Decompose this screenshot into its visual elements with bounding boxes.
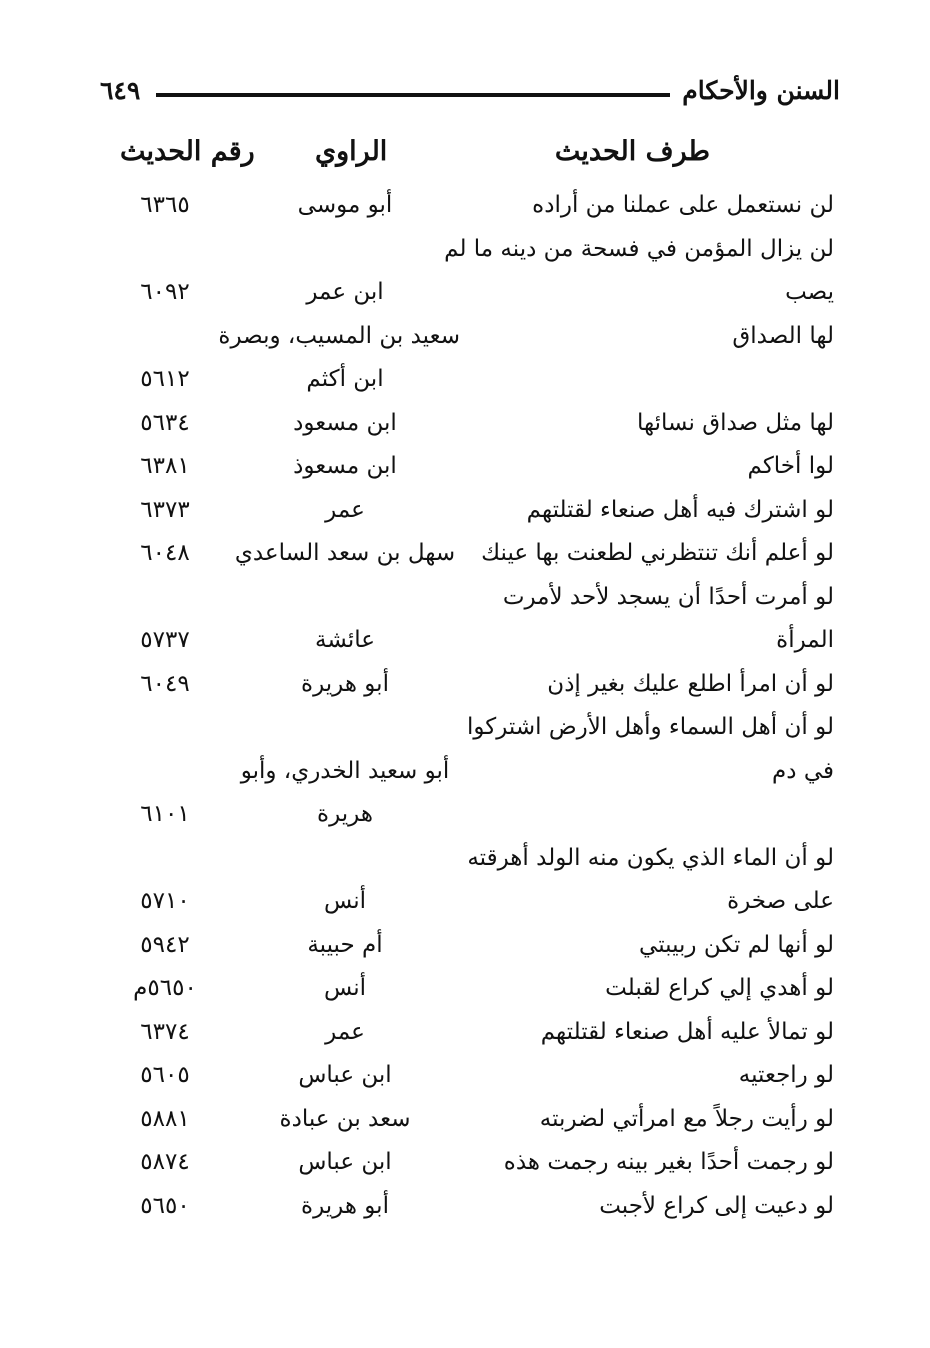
hadith-text: على صخرة xyxy=(727,888,834,914)
table-row xyxy=(0,1013,930,1057)
table-row xyxy=(0,795,930,839)
table-row xyxy=(0,1100,930,1144)
column-headers xyxy=(0,136,930,176)
table-row xyxy=(0,621,930,665)
narrator: سعد بن عبادة xyxy=(279,1105,411,1132)
narrator: أنس xyxy=(323,888,367,914)
narrator: أبو هريرة xyxy=(301,1192,389,1219)
hadith-text: لو أن أهل السماء وأهل الأرض اشتركوا xyxy=(467,714,834,740)
narrator: أم حبيبة xyxy=(307,931,383,958)
hadith-text: لو أن امرأ اطلع عليك بغير إذن xyxy=(547,670,834,697)
hadith-text: لو راجعتيه xyxy=(738,1062,834,1088)
narrator: ابن عباس xyxy=(298,1062,392,1088)
hadith-number: ٦٣٨١ xyxy=(140,453,190,479)
hadith-number: ٦٠٤٨ xyxy=(140,540,190,566)
table-row xyxy=(0,839,930,883)
hadith-index-table xyxy=(0,186,930,1230)
table-row xyxy=(0,534,930,578)
table-row xyxy=(0,186,930,230)
hadith-text: لو أنها لم تكن ربيبتي xyxy=(639,931,834,958)
table-row xyxy=(0,882,930,926)
narrator: ابن عباس xyxy=(298,1149,392,1175)
hadith-text: لو تمالأ عليه أهل صنعاء لقتلتهم xyxy=(540,1018,834,1045)
narrator: عمر xyxy=(325,496,365,523)
hadith-number: ٥٦١٢ xyxy=(140,366,190,392)
header-rule xyxy=(156,93,670,97)
hadith-number: ٥٨٧٤ xyxy=(140,1149,190,1175)
hadith-text: لن نستعمل على عملنا من أراده xyxy=(532,192,834,218)
page-number: ٦٤٩ xyxy=(100,76,141,105)
narrator: عائشة xyxy=(315,627,375,653)
hadith-number: ٦٣٦٥ xyxy=(140,192,190,218)
hadith-text: لو أمرت أحدًا أن يسجد لأحد لأمرت xyxy=(502,583,834,610)
table-row xyxy=(0,708,930,752)
hadith-number: ٥٩٤٢ xyxy=(140,931,190,958)
hadith-text: لو دعيت إلى كراع لأجبت xyxy=(599,1192,834,1219)
table-row xyxy=(0,404,930,448)
table-row xyxy=(0,1187,930,1231)
hadith-text: لو أن الماء الذي يكون منه الولد أهرقته xyxy=(467,844,834,871)
narrator: أبو سعيد الخدري، وأبو xyxy=(240,757,450,784)
table-row xyxy=(0,665,930,709)
hadith-text: يصب xyxy=(785,279,834,305)
hadith-text: المرأة xyxy=(776,627,834,653)
hadith-number: ٦٠٤٩ xyxy=(140,670,190,697)
running-title: السنن والأحكام xyxy=(682,76,840,105)
table-row xyxy=(0,360,930,404)
table-row xyxy=(0,447,930,491)
hadith-text: لو اشترك فيه أهل صنعاء لقتلتهم xyxy=(526,496,834,523)
hadith-text: في دم xyxy=(772,757,834,784)
hadith-number: ٥٧٣٧ xyxy=(140,627,190,653)
narrator: ابن عمر xyxy=(306,279,384,305)
hadith-text: لن يزال المؤمن في فسحة من دينه ما لم xyxy=(444,235,834,262)
table-row xyxy=(0,578,930,622)
narrator: أنس xyxy=(323,975,367,1001)
column-header-rawi: الراوي xyxy=(315,136,388,167)
table-row xyxy=(0,273,930,317)
hadith-number: ٥٦٥٠ xyxy=(140,1192,190,1219)
hadith-text: لها مثل صداق نسائها xyxy=(636,409,834,436)
column-header-hadith: طرف الحديث xyxy=(554,136,710,167)
narrator: أبو هريرة xyxy=(301,670,389,697)
hadith-number: ٥٧١٠ xyxy=(140,888,190,914)
hadith-number: ٥٨٨١ xyxy=(140,1105,190,1132)
hadith-text: لو رأيت رجلاً مع امرأتي لضربته xyxy=(539,1105,834,1132)
table-row xyxy=(0,1143,930,1187)
narrator: أبو موسى xyxy=(297,192,393,218)
hadith-text: لو أهدي إلي كراع لقبلت xyxy=(605,975,834,1001)
hadith-text: لو رجمت أحدًا بغير بينه رجمت هذه xyxy=(503,1149,834,1175)
narrator: ابن مسعوذ xyxy=(293,453,397,479)
table-row xyxy=(0,1056,930,1100)
page-header xyxy=(100,70,840,114)
table-row xyxy=(0,317,930,361)
hadith-number: ٥٦٠٥ xyxy=(140,1062,190,1088)
narrator: هريرة xyxy=(317,801,373,827)
hadith-number: ٥٦٥٠م xyxy=(133,975,197,1001)
hadith-number: ٥٦٣٤ xyxy=(140,409,190,436)
narrator: عمر xyxy=(325,1018,365,1045)
table-row xyxy=(0,926,930,970)
hadith-text: لوا أخاكم xyxy=(747,453,834,479)
table-row xyxy=(0,491,930,535)
hadith-number: ٦٠٩٢ xyxy=(140,279,190,305)
column-header-number: رقم الحديث xyxy=(120,136,255,167)
table-row xyxy=(0,969,930,1013)
hadith-number: ٦٣٧٣ xyxy=(140,496,190,523)
hadith-number: ٦٣٧٤ xyxy=(140,1018,190,1045)
table-row xyxy=(0,230,930,274)
hadith-text: لو أعلم أنك تنتظرني لطعنت بها عينك xyxy=(481,540,834,566)
hadith-number: ٦١٠١ xyxy=(140,801,190,827)
narrator: سعيد بن المسيب، وبصرة xyxy=(218,322,460,349)
narrator: سهل بن سعد الساعدي xyxy=(234,540,456,566)
table-row xyxy=(0,752,930,796)
narrator: ابن أكثم xyxy=(306,366,384,392)
narrator: ابن مسعود xyxy=(293,409,397,436)
hadith-text: لها الصداق xyxy=(732,322,834,349)
